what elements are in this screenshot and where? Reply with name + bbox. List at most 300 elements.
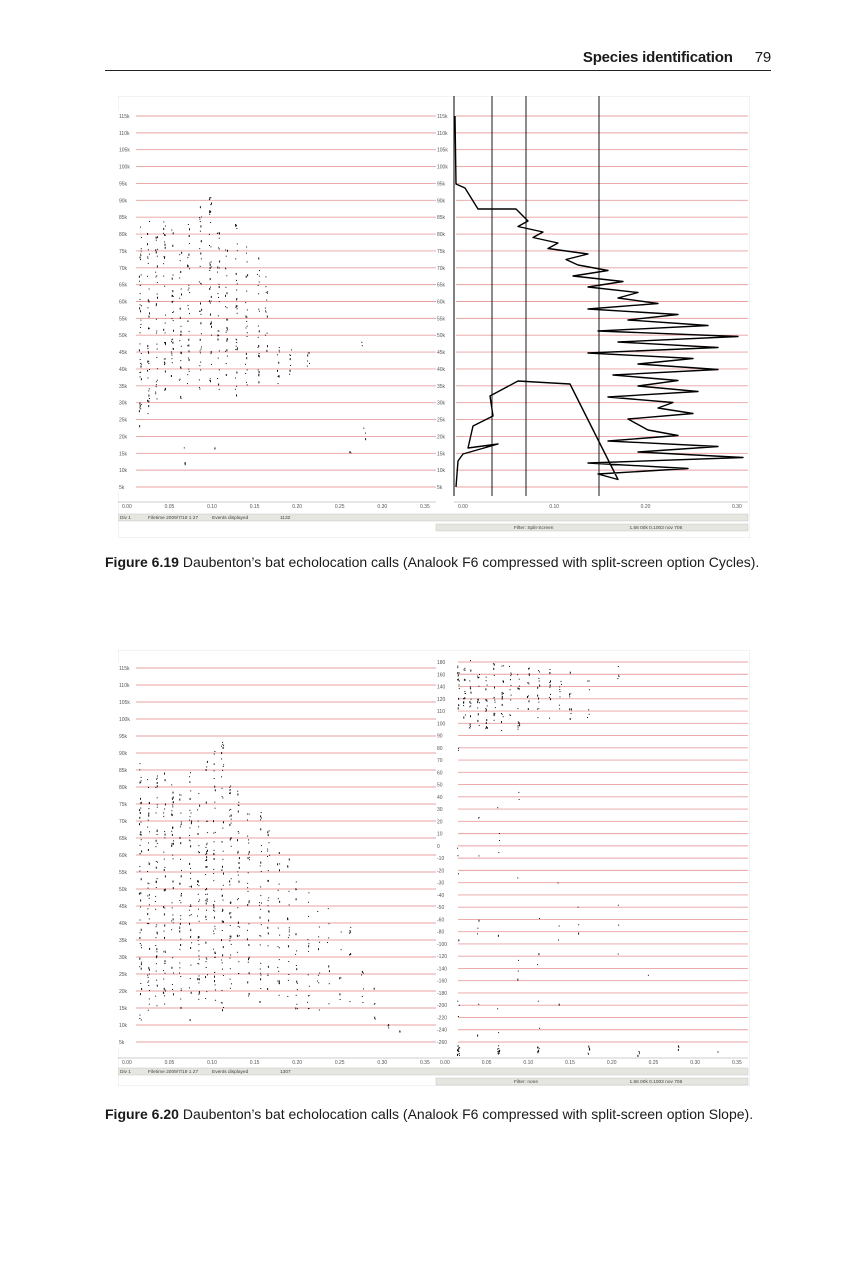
call-dot [201,258,202,259]
call-dot [165,973,166,974]
call-dot [190,947,191,949]
call-dot [511,674,512,675]
call-dot [236,305,237,307]
call-dot [198,833,199,835]
call-dot [235,226,236,227]
call-dot [249,851,250,853]
call-dot [164,773,165,775]
call-dot [258,370,259,371]
call-dot [487,727,488,729]
fig19-right-y-tick-label: 75k [437,248,446,255]
call-dot [200,350,201,351]
call-dot [200,370,201,371]
page-number: 79 [754,48,771,66]
call-dot [341,932,342,933]
call-dot [156,840,157,842]
fig19-left-status-text: Div 1 [120,516,131,522]
fig19-right-y-tick-label: 60k [437,299,446,306]
figure-6-20-caption [105,1105,775,1123]
call-dot [502,694,503,695]
call-dot [470,688,471,689]
call-dot [172,914,173,915]
call-dot [471,699,472,700]
call-dot [494,720,495,721]
call-dot [147,400,148,402]
call-dot [149,398,150,399]
call-dot [221,776,222,777]
call-dot [209,234,210,235]
fig20-left-y-tick-label: 65k [119,836,128,842]
call-dot [148,842,149,843]
call-dot [148,808,149,809]
call-dot [157,398,158,399]
call-dot [173,922,174,923]
call-dot [222,770,223,771]
call-dot [362,345,363,346]
fig19-left-x-tick-label: 0.35 [420,504,430,510]
fig20-right-y-tick-label: -60 [437,917,445,924]
fig20-left-y-tick-label: 25k [119,972,128,978]
call-dot [470,715,471,717]
call-dot [469,680,470,681]
fig20-right-x-tick-label: 0.15 [565,1060,575,1066]
call-dot [248,962,249,963]
call-dot [181,1007,182,1009]
call-dot [199,387,200,388]
call-dot [172,245,173,247]
call-dot [140,408,141,409]
call-dot [267,345,268,347]
call-dot [171,810,172,811]
call-dot [289,859,290,861]
call-dot [172,798,173,799]
call-dot [539,1048,540,1049]
call-dot [279,935,280,936]
call-dot [165,952,166,953]
call-dot [549,718,550,719]
fig20-left-x-tick-label: 0.25 [334,1060,345,1066]
call-dot [181,289,182,290]
call-dot [223,747,224,749]
fig19-right-status-bar [436,524,748,531]
fig20-right-y-tick-label: -50 [437,905,445,912]
call-dot [678,1049,679,1051]
call-dot [249,857,250,858]
call-dot [261,871,262,872]
call-dot [278,376,279,377]
call-dot [261,845,262,846]
call-dot [214,841,215,842]
call-dot [494,687,495,689]
call-dot [163,852,164,853]
call-dot [261,812,262,813]
call-dot [218,358,219,359]
call-dot [147,871,148,872]
call-dot [459,688,460,689]
call-dot [222,920,223,922]
call-dot [163,979,164,980]
call-dot [200,352,201,353]
call-dot [149,328,150,329]
call-dot [329,983,330,984]
fig20-left-y-tick-label: 45k [119,904,128,910]
call-dot [157,778,158,779]
call-dot [268,905,269,906]
call-dot [222,859,223,860]
call-dot [235,349,236,350]
call-dot [165,323,166,324]
call-dot [538,953,539,955]
call-dot [230,936,231,938]
call-dot [156,971,157,972]
figure-6-19-graphic [118,96,750,538]
call-dot [588,709,589,710]
call-dot [307,361,308,362]
call-dot [180,317,181,319]
call-dot [502,666,503,667]
call-dot [499,833,500,834]
call-dot [258,326,259,327]
call-dot [211,296,212,298]
call-dot [237,936,238,937]
call-dot [206,959,207,960]
call-dot [231,878,232,879]
call-dot [230,988,231,989]
call-dot [217,378,218,379]
call-dot [189,350,190,352]
call-dot [163,812,164,813]
call-dot [485,728,486,729]
call-dot [479,702,480,703]
call-dot [214,802,215,803]
fig19-right-y-tick-label: 100k [437,164,448,171]
call-dot [219,268,220,269]
call-dot [538,1051,539,1052]
call-dot [278,362,279,364]
call-dot [173,296,174,297]
call-dot [519,688,520,689]
call-dot [227,319,228,320]
call-dot [218,330,219,331]
call-dot [140,932,141,933]
call-dot [277,967,278,968]
call-dot [197,916,198,917]
call-dot [502,704,503,706]
call-dot [317,911,318,912]
call-dot [477,928,478,929]
call-dot [477,720,478,722]
call-dot [471,693,472,694]
call-dot [200,253,201,255]
call-dot [140,782,141,784]
call-dot [140,293,141,294]
call-dot [319,942,320,943]
call-dot [190,930,191,931]
call-dot [230,968,231,969]
call-dot [210,303,211,304]
call-dot [172,806,173,807]
call-dot [249,993,250,995]
fig19-left-y-tick-label: 30k [119,400,128,407]
fig20-right-y-tick-label: 180 [437,660,446,666]
call-dot [519,679,520,680]
call-dot [157,249,158,250]
call-dot [266,292,267,293]
call-dot [237,306,238,307]
call-dot [173,330,174,332]
call-dot [140,299,141,300]
call-dot [205,889,206,890]
call-dot [163,233,164,234]
call-dot [180,883,181,885]
call-dot [148,967,149,968]
call-dot [518,729,519,730]
call-dot [173,840,174,841]
fig20-left-y-tick-label: 80k [119,785,128,791]
fig20-left-y-tick-label: 115k [119,666,130,672]
call-dot [458,873,459,874]
call-dot [141,237,142,238]
call-dot [157,834,158,835]
fig19-left-y-tick-label: 55k [119,316,128,323]
call-dot [172,301,173,303]
call-dot [171,967,172,969]
figure-6-19-label: Figure 6.19 [105,554,179,570]
fig19-left-y-tick-label: 90k [119,198,128,205]
call-dot [140,257,141,259]
call-dot [215,952,216,953]
call-dot [140,763,141,764]
call-dot [230,789,231,790]
call-dot [478,855,479,856]
call-dot [190,790,191,791]
call-dot [180,352,181,354]
call-dot [147,895,148,896]
call-dot [222,954,223,956]
call-dot [329,970,330,972]
call-dot [549,682,550,683]
call-dot [157,256,158,257]
call-dot [140,327,141,328]
call-dot [200,362,201,363]
call-dot [200,221,201,222]
call-dot [259,902,260,903]
call-dot [141,248,142,249]
call-dot [199,993,200,994]
call-dot [290,365,291,366]
call-dot [157,297,158,299]
call-dot [141,404,142,405]
fig19-left-y-tick-label: 100k [119,164,130,171]
call-dot [181,331,182,333]
fig19-left-x-tick-label: 0.05 [164,504,175,510]
call-dot [267,831,268,833]
call-dot [210,267,211,269]
call-dot [198,944,199,945]
call-dot [260,969,261,970]
call-dot [172,855,173,856]
call-dot [222,896,223,897]
call-dot [570,718,571,720]
call-dot [148,1010,149,1011]
call-dot [198,909,199,910]
call-dot [459,1055,460,1056]
call-dot [538,702,539,703]
call-dot [494,700,495,701]
call-dot [206,910,207,911]
running-head [105,44,771,71]
call-dot [486,680,487,681]
call-dot [149,803,150,804]
call-dot [307,355,308,357]
call-dot [259,935,260,936]
call-dot [237,952,238,953]
call-dot [502,698,503,700]
call-dot [214,778,215,779]
call-dot [188,224,189,225]
call-dot [485,688,486,690]
call-dot [237,899,238,900]
call-dot [470,724,471,726]
call-dot [215,953,216,954]
call-dot [538,1001,539,1002]
call-dot [225,268,226,269]
fig19-left-y-tick-label: 70k [119,265,128,272]
call-dot [223,766,224,767]
call-dot [277,354,278,355]
call-dot [164,963,165,964]
call-dot [214,917,215,919]
call-dot [318,982,319,983]
call-dot [215,808,216,809]
call-dot [207,866,208,867]
call-dot [200,266,201,267]
call-dot [140,808,141,809]
call-dot [179,298,180,299]
call-dot [163,228,164,230]
fig20-right-x-tick-label: 0.10 [523,1060,534,1066]
call-dot [172,295,173,296]
call-dot [287,918,288,920]
call-dot [458,855,459,856]
call-dot [458,679,459,681]
call-dot [549,672,550,674]
call-dot [148,390,149,391]
call-dot [211,261,212,262]
call-dot [214,933,215,934]
call-dot [226,349,227,351]
call-dot [163,263,164,264]
call-dot [289,929,290,930]
call-dot [265,335,266,336]
call-dot [147,276,148,277]
call-dot [718,1052,719,1053]
call-dot [172,339,173,340]
call-dot [239,881,240,883]
call-dot [497,1049,498,1050]
call-dot [148,981,149,982]
call-dot [141,929,142,931]
call-dot [157,294,158,295]
call-dot [318,936,319,937]
call-dot [211,353,212,354]
call-dot [209,197,210,199]
call-dot [289,891,290,892]
call-dot [156,881,157,883]
fig20-right-y-tick-label: 100 [437,721,446,728]
call-dot [180,999,181,1000]
call-dot [363,428,364,429]
call-dot [503,681,504,683]
fig20-right-y-tick-label: -140 [437,966,448,973]
call-dot [503,693,504,694]
call-dot [173,858,174,859]
call-dot [246,253,247,254]
call-dot [328,965,329,967]
call-dot [588,1046,589,1048]
call-dot [188,288,189,289]
call-dot [181,824,182,825]
fig20-left-y-tick-label: 40k [119,921,128,927]
call-dot [179,927,180,928]
call-dot [139,809,140,811]
fig19-right-y-tick-label: 25k [437,417,446,424]
call-dot [457,1054,458,1056]
call-dot [190,886,191,887]
call-dot [217,334,218,336]
call-dot [147,371,148,372]
fig20-right-y-tick-label: -180 [437,990,448,997]
call-dot [231,819,232,820]
call-dot [239,857,240,859]
fig19-right-y-tick-label: 95k [437,181,446,188]
call-dot [165,358,166,359]
call-dot [139,410,140,412]
call-dot [214,858,215,860]
call-dot [214,957,215,958]
call-dot [227,327,228,329]
call-dot [537,687,538,689]
call-dot [139,349,140,351]
call-dot [140,254,141,255]
call-dot [287,996,288,997]
call-dot [149,254,150,255]
call-dot [498,852,499,853]
call-dot [173,801,174,803]
call-dot [278,928,279,929]
call-dot [165,332,166,333]
call-dot [246,382,247,383]
call-dot [155,896,156,897]
call-dot [187,265,188,266]
call-dot [148,249,149,250]
call-dot [164,908,165,909]
call-dot [559,689,560,690]
call-dot [156,303,157,305]
call-dot [230,958,231,959]
call-dot [296,981,297,983]
call-dot [197,884,198,885]
call-dot [497,1051,498,1052]
call-dot [374,988,375,990]
fig19-right-y-tick-label: 40k [437,366,446,373]
call-dot [464,697,465,699]
fig20-left-y-tick-label: 20k [119,989,128,995]
call-dot [225,295,226,297]
call-dot [141,968,142,970]
call-dot [148,985,149,986]
call-dot [206,888,207,890]
